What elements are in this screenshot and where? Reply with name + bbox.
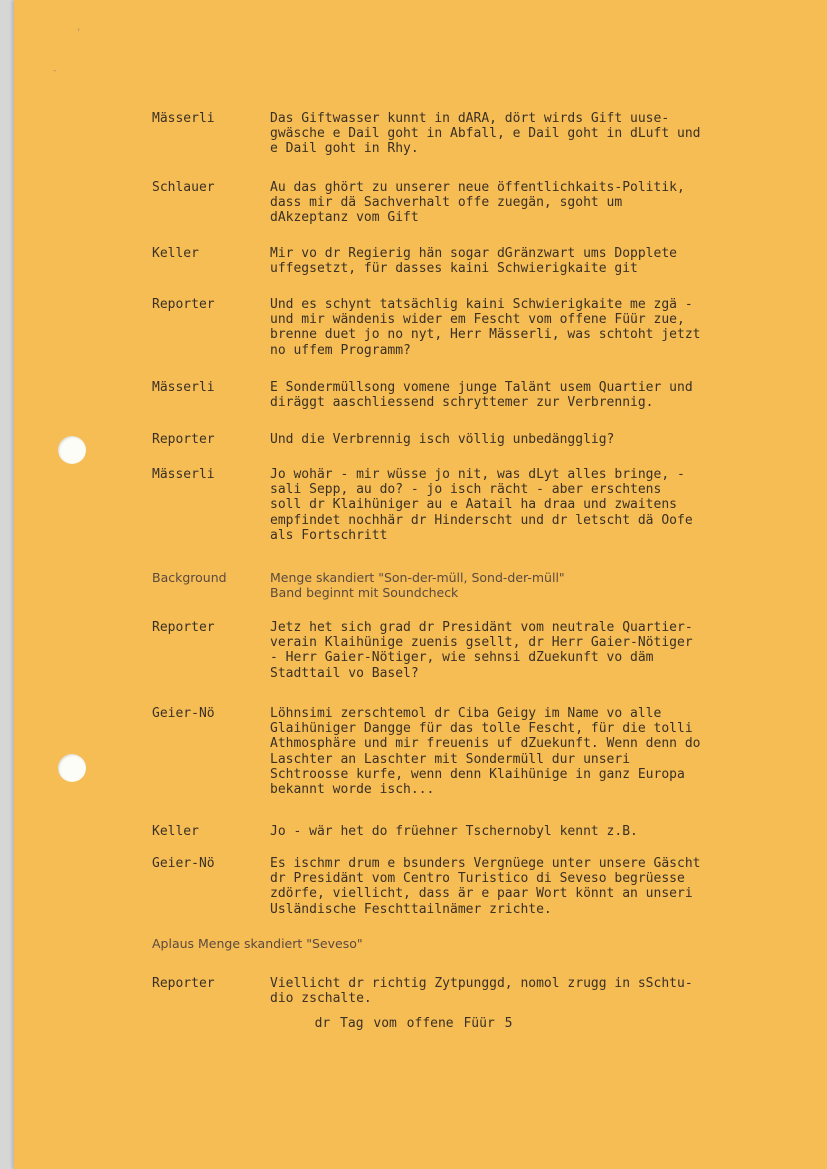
speaker-label: Geier-Nö [152, 706, 215, 721]
speech-text: Jetz het sich grad dr Presidänt vom neutrale Quartier- verain Klaihünige zuenis gsellt, dr Herr Gaier-Nötiger - Herr Gaier-Nötiger, wie sehnsi dZuekunft vo däm Stadttail vo Basel? [270, 620, 693, 681]
speech-text: Und es schynt tatsächlig kaini Schwierigkaite me zgä - und mir wändenis wider em Fescht vom offene Füür zue, brenne duet jo no nyt, Herr Mässerli, was schtoht jetzt no uffem Programm? [270, 297, 701, 358]
speech-text: Au das ghört zu unserer neue öffentlichkaits-Politik, dass mir dä Sachverhalt offe zuegän, sgoht um dAkzeptanz vom Gift [270, 180, 685, 226]
speech-text: Das Giftwasser kunnt in dARA, dört wirds Gift uuse- gwäsche e Dail goht in Abfall, e Dail goht in dLuft und e Dail goht in Rhy. [270, 111, 701, 157]
page-footer: dr Tag vom offene Füür 5 [314, 1016, 513, 1031]
speaker-label: Mässerli [152, 380, 215, 395]
speaker-label: Mässerli [152, 111, 215, 126]
paper-mark: - [52, 66, 58, 76]
speaker-label: Mässerli [152, 467, 215, 482]
speech-text: Jo - wär het do früehner Tschernobyl kennt z.B. [270, 824, 638, 839]
speech-text: E Sondermüllsong vomene junge Talänt usem Quartier und diräggt aaschliessend schryttemer zur Verbrennig. [270, 380, 693, 411]
speaker-label: Reporter [152, 297, 215, 312]
speaker-label: Keller [152, 824, 199, 839]
punch-hole-bottom [58, 754, 86, 782]
speaker-label: Geier-Nö [152, 856, 215, 871]
speaker-label: Reporter [152, 976, 215, 991]
speech-text: Löhnsimi zerschtemol dr Ciba Geigy im Name vo alle Glaihüniger Dangge für das tolle Fescht, für die tolli Athmosphäre und mir freuenis uf dZuekunft. Wenn denn do Laschter an Laschter mit Sondermüll dur unseri Schtroosse kurfe, wenn denn Klaihünige in ganz Europa bekannt worde isch... [270, 706, 701, 798]
stage-direction: Menge skandiert "Son-der-müll, Sond-der-müll" Band beginnt mit Soundcheck [270, 570, 565, 601]
stage-direction: Aplaus Menge skandiert "Seveso" [152, 936, 363, 951]
background-label: Background [152, 570, 227, 585]
speech-text: Und die Verbrennig isch völlig unbedängglig? [270, 432, 615, 447]
speech-text: Jo wohär - mir wüsse jo nit, was dLyt alles bringe, - sali Sepp, au do? - jo isch rächt - aber erschtens soll dr Klaihüniger au e Aatail ha draa und zwaitens empfindet nochhär dr Hinderscht und dr letscht dä Oofe als Fortschritt [270, 467, 693, 543]
speech-text: Mir vo dr Regierig hän sogar dGränzwart ums Dopplete uffegsetzt, für dasses kaini Schwierigkaite git [270, 246, 677, 277]
speaker-label: Schlauer [152, 180, 215, 195]
speech-text: Viellicht dr richtig Zytpunggd, nomol zrugg in sSchtu- dio zschalte. [270, 976, 693, 1007]
speaker-label: Reporter [152, 620, 215, 635]
paper-mark: ' [76, 28, 82, 38]
document-page [14, 0, 827, 1169]
punch-hole-top [58, 436, 86, 464]
speech-text: Es ischmr drum e bsunders Vergnüege unter unsere Gäscht dr Presidänt vom Centro Turistico di Seveso begrüesse zdörfe, viellicht, dass är e paar Wort könnt an unseri Usländische Feschttailnämer zrichte. [270, 856, 701, 917]
speaker-label: Reporter [152, 432, 215, 447]
speaker-label: Keller [152, 246, 199, 261]
